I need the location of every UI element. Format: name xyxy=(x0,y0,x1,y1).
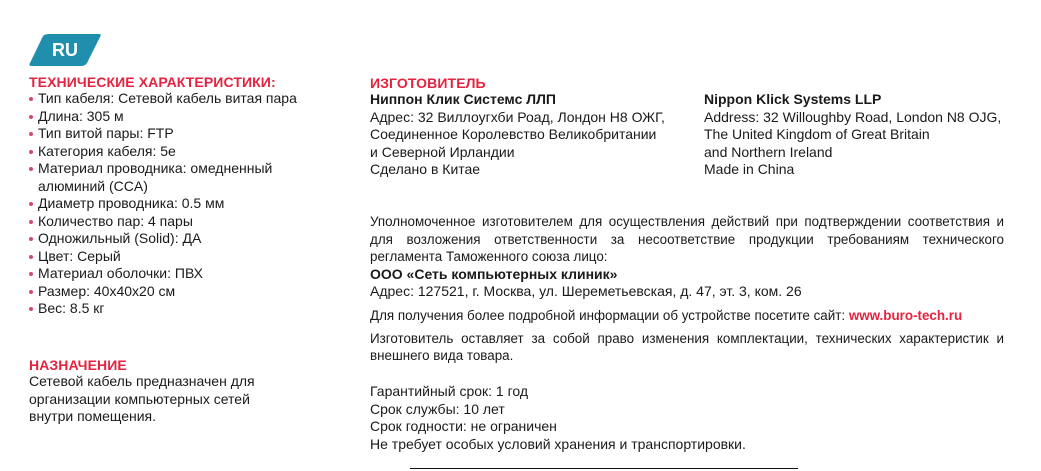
made-in-en: Made in China xyxy=(704,161,795,177)
spec-item: Вес: 8.5 кг xyxy=(29,300,349,318)
bullet-icon xyxy=(29,255,33,259)
authorized-address: Адрес: 127521, г. Москва, ул. Шереметьевская, д. 47, эт. 3, ком. 26 xyxy=(370,283,802,299)
manufacturer-en xyxy=(704,91,1034,179)
divider-line xyxy=(410,468,798,469)
spec-item: Количество пар: 4 пары xyxy=(29,213,349,231)
storage-text: Не требует особых условий хранения и транспортировки. xyxy=(370,435,746,452)
manufacturer-ru xyxy=(370,75,690,179)
specs-heading: ТЕХНИЧЕСКИЕ ХАРАКТЕРИСТИКИ: xyxy=(29,74,276,90)
spec-item: Длина: 305 м xyxy=(29,108,349,126)
bullet-icon xyxy=(29,97,33,101)
spec-item: Материал проводника: омедненный алюминий (CCA) xyxy=(29,160,328,195)
bullet-icon xyxy=(29,202,33,206)
bullet-icon xyxy=(29,272,33,276)
bullet-icon xyxy=(29,307,33,311)
purpose-section xyxy=(29,357,329,426)
manufacturer-address-en-2: The United Kingdom of Great Britain xyxy=(704,126,930,142)
spec-item: Цвет: Серый xyxy=(29,248,349,266)
service-life-text: Срок службы: 10 лет xyxy=(370,400,505,417)
bullet-icon xyxy=(29,220,33,224)
authorized-text: Уполномоченное изготовителем для осуществления действий при подтверждении соответствия и для возложения ответственности за несоответствие продукции требованиям технического регламента Таможенного союза лицо: xyxy=(370,214,1004,264)
rights-text: Изготовитель оставляет за собой право изменения комплектации, технических характеристик и внешнего вида товара. xyxy=(370,330,1004,363)
manufacturer-address-ru-2: Соединенное Королевство Великобритании xyxy=(370,126,657,142)
specs-list xyxy=(29,90,349,318)
authorized-representative xyxy=(370,213,1004,301)
spec-item: Размер: 40x40x20 см xyxy=(29,283,349,301)
manufacturer-address-en-3: and Northern Ireland xyxy=(704,143,833,160)
spec-item: Категория кабеля: 5e xyxy=(29,143,349,161)
spec-item: Тип витой пары: FTP xyxy=(29,125,349,143)
spec-item: Диаметр проводника: 0.5 мм xyxy=(29,195,349,213)
bullet-icon xyxy=(29,167,33,171)
spec-item: Материал оболочки: ПВХ xyxy=(29,265,349,283)
warranty-text: Гарантийный срок: 1 год xyxy=(370,383,529,399)
info-section xyxy=(370,307,1004,365)
manufacturer-heading: ИЗГОТОВИТЕЛЬ xyxy=(370,75,486,91)
manufacturer-address-en-1: Address: 32 Willoughby Road, London N8 OJG, xyxy=(704,108,1002,125)
info-line xyxy=(370,307,1004,325)
website-link[interactable]: www.buro-tech.ru xyxy=(848,308,963,323)
purpose-text: Сетевой кабель предназначен для организации компьютерных сетей внутри помещения. xyxy=(29,373,255,424)
manufacturer-address-ru-3: и Северной Ирландии xyxy=(370,143,515,160)
specs-section xyxy=(29,74,349,318)
language-code: RU xyxy=(52,40,78,60)
bullet-icon xyxy=(29,290,33,294)
authorized-company: ООО «Сеть компьютерных клиник» xyxy=(370,265,618,282)
bullet-icon xyxy=(29,115,33,119)
spec-item: Одножильный (Solid): ДА xyxy=(29,230,349,248)
bullet-icon xyxy=(29,132,33,136)
info-text: Для получения более подробной информации об устройстве посетите сайт: xyxy=(370,308,849,323)
manufacturer-address-ru-1: Адрес: 32 Виллоугхби Роад, Лондон Н8 ОЖГ, xyxy=(370,108,665,125)
purpose-heading: НАЗНАЧЕНИЕ xyxy=(29,357,127,373)
spec-item: Тип кабеля: Сетевой кабель витая пара xyxy=(29,90,349,108)
made-in-ru: Сделано в Китае xyxy=(370,161,481,177)
shelf-life-text: Срок годности: не ограничен xyxy=(370,418,557,434)
terms-section xyxy=(370,383,1004,453)
bullet-icon xyxy=(29,237,33,241)
language-badge xyxy=(29,34,101,66)
manufacturer-name-en: Nippon Klick Systems LLP xyxy=(704,91,882,107)
bullet-icon xyxy=(29,150,33,154)
manufacturer-name-ru: Ниппон Клик Системс ЛЛП xyxy=(370,91,556,107)
